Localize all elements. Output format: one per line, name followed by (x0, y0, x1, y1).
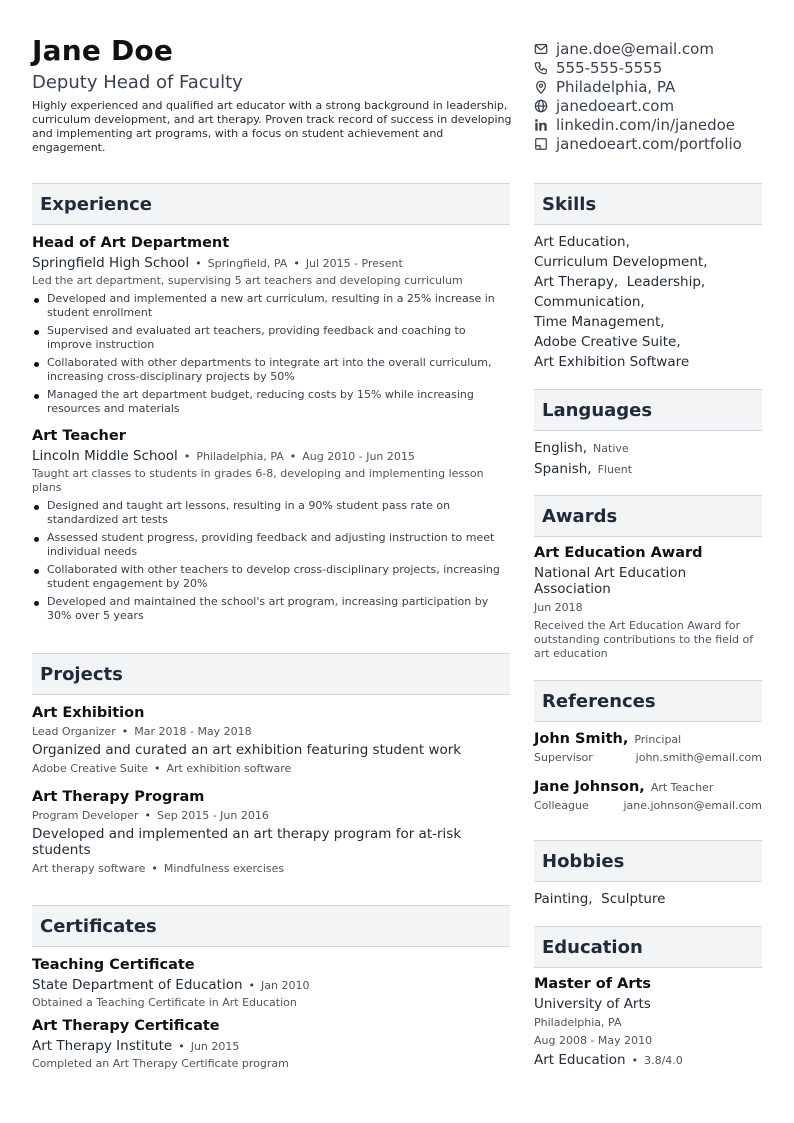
job-org: Springfield High School (32, 255, 190, 271)
certificate-description: Obtained a Teaching Certificate in Art Education (32, 996, 297, 1009)
skill-line: Art Exhibition Software (534, 354, 690, 370)
hobbies-list: Painting, Sculpture (534, 891, 666, 907)
project-description: Organized and curated an art exhibition featuring student work (32, 742, 462, 758)
award-date: Jun 2018 (534, 601, 583, 614)
skill-line: Art Therapy, Leadership, (534, 274, 706, 290)
reference-email[interactable]: jane.johnson@email.com (623, 799, 762, 812)
skills-list (534, 232, 762, 372)
portfolio-icon (534, 137, 548, 151)
project-role: Program Developer (32, 809, 139, 822)
job-entry: Art Teacher Lincoln Middle School • Philadelphia, PA • Aug 2010 - Jun 2015 Taught art classes to students in grades 6-8, developing and implementing lesson plans Designed and taught art lessons, resulting in a 90% student pass rate on standardized art tests Assessed student progress, providing feedback and adjusting instruction to meet individual needs Collaborated with other teachers to develop cross-disciplinary projects, increasing student engagement by 20% Developed and maintained the school's art program, increasing participation by 30% over 5 years (32, 428, 510, 623)
skills-section (534, 183, 762, 372)
candidate-name: Jane Doe (32, 34, 174, 67)
education-degree: Master of Arts (534, 976, 652, 992)
certificate-date: Jun 2015 (190, 1040, 240, 1053)
contact-linkedin[interactable] (534, 115, 742, 134)
language-item (534, 438, 762, 459)
language-name: Spanish, (534, 461, 592, 477)
summary: Highly experienced and qualified art educator with a strong background in leadership, curriculum development, and art therapy. Proven track record of success in developing and implementing art programs, with a focus on student achievement and engagement. (32, 99, 512, 154)
certificates-heading: Certificates (32, 905, 510, 947)
certificates-section (32, 905, 510, 1071)
reference-name: Jane Johnson, (534, 779, 645, 795)
job-location: Springfield, PA (207, 257, 288, 270)
references-section (534, 680, 762, 812)
projects-section (32, 653, 510, 875)
project-tool: Art therapy software (32, 862, 146, 875)
project-tool: Adobe Creative Suite (32, 762, 148, 775)
project-dates: Sep 2015 - Jun 2016 (156, 809, 269, 822)
bullet: Supervised and evaluated art teachers, providing feedback and coaching to improve instruction (32, 324, 510, 352)
project-dates: Mar 2018 - May 2018 (134, 725, 252, 738)
language-level: Native (593, 442, 629, 455)
project-role: Lead Organizer (32, 725, 116, 738)
bullet: Designed and taught art lessons, resulting in a 90% student pass rate on standardized art tests (32, 499, 510, 527)
job-title: Art Teacher (32, 428, 126, 444)
languages-heading: Languages (534, 389, 762, 431)
job-dates: Jul 2015 - Present (305, 257, 403, 270)
project-description: Developed and implemented an art therapy program for at-risk students (32, 826, 462, 858)
phone-icon (534, 61, 548, 75)
globe-icon (534, 99, 548, 113)
certificate-description: Completed an Art Therapy Certificate program (32, 1057, 289, 1070)
certificate-issuer: Art Therapy Institute (32, 1038, 173, 1054)
contact-location-text: Philadelphia, PA (556, 77, 676, 96)
project-title: Art Therapy Program (32, 789, 205, 805)
contact-website-text: janedoeart.com (556, 96, 675, 115)
contact-email[interactable] (534, 39, 742, 58)
job-title: Head of Art Department (32, 235, 230, 251)
job-description: Taught art classes to students in grades 6-8, developing and implementing lesson plans (32, 467, 484, 494)
bullet: Developed and implemented a new art curriculum, resulting in a 25% increase in student enrollment (32, 292, 510, 320)
contact-email-text: jane.doe@email.com (556, 39, 714, 58)
education-gpa: 3.8/4.0 (644, 1054, 683, 1067)
awards-section (534, 495, 762, 661)
reference-role: Art Teacher (650, 781, 714, 794)
contact-portfolio[interactable] (534, 134, 742, 153)
education-heading: Education (534, 926, 762, 968)
job-location: Philadelphia, PA (196, 450, 284, 463)
references-heading: References (534, 680, 762, 722)
education-school: University of Arts (534, 996, 651, 1012)
reference-email[interactable]: john.smith@email.com (635, 751, 762, 764)
contact-portfolio-text: janedoeart.com/portfolio (556, 134, 742, 153)
bullet: Collaborated with other departments to integrate art into the overall curriculum, increasing cross-disciplinary projects by 50% (32, 356, 510, 384)
certificate-entry: Art Therapy Certificate Art Therapy Institute • Jun 2015 Completed an Art Therapy Certificate program (32, 1018, 510, 1071)
contact-linkedin-text: linkedin.com/in/janedoe (556, 115, 736, 134)
skill-line: Art Education, (534, 234, 630, 250)
certificate-date: Jan 2010 (261, 979, 310, 992)
experience-heading: Experience (32, 183, 510, 225)
certificate-entry: Teaching Certificate State Department of Education • Jan 2010 Obtained a Teaching Certificate in Art Education (32, 957, 510, 1010)
reference-entry (534, 731, 762, 764)
language-level: Fluent (597, 463, 633, 476)
hobbies-heading: Hobbies (534, 840, 762, 882)
reference-relation: Supervisor (534, 751, 593, 764)
education-location: Philadelphia, PA (534, 1016, 622, 1029)
job-dates: Aug 2010 - Jun 2015 (302, 450, 415, 463)
education-dates: Aug 2008 - May 2010 (534, 1034, 653, 1047)
project-tool: Art exhibition software (166, 762, 292, 775)
skills-heading: Skills (534, 183, 762, 225)
certificate-issuer: State Department of Education (32, 977, 243, 993)
email-icon (534, 42, 548, 56)
awards-heading: Awards (534, 495, 762, 537)
languages-section (534, 389, 762, 480)
award-description: Received the Art Education Award for outstanding contributions to the field of art education (534, 619, 754, 660)
contact-phone[interactable] (534, 58, 742, 77)
projects-heading: Projects (32, 653, 510, 695)
contact-location (534, 77, 742, 96)
location-icon (534, 80, 548, 94)
job-org: Lincoln Middle School (32, 448, 178, 464)
contact-website[interactable] (534, 96, 742, 115)
job-bullets (32, 292, 510, 416)
project-entry: Art Exhibition Lead Organizer • Mar 2018 - May 2018 Organized and curated an art exhibition featuring student work Adobe Creative Suite • Art exhibition software (32, 705, 510, 775)
certificate-title: Teaching Certificate (32, 957, 195, 973)
award-org: National Art Education Association (534, 565, 687, 597)
bullet: Developed and maintained the school's art program, increasing participation by 30% over 5 years (32, 595, 510, 623)
bullet: Assessed student progress, providing feedback and adjusting instruction to meet individual needs (32, 531, 510, 559)
reference-entry (534, 779, 762, 812)
bullet: Managed the art department budget, reducing costs by 15% while increasing resources and materials (32, 388, 510, 416)
certificate-title: Art Therapy Certificate (32, 1018, 220, 1034)
job-entry: Head of Art Department Springfield High School • Springfield, PA • Jul 2015 - Present Led the art department, supervising 5 art teachers and developing curriculum Developed and implemented a new art curriculum, resulting in a 25% increase in student enrollment Supervised and evaluated art teachers, providing feedback and coaching to improve instruction Collaborated with other departments to integrate art into the overall curriculum, increasing cross-disciplinary projects by 50% Managed the art department budget, reducing costs by 15% while increasing resources and materials (32, 235, 510, 416)
reference-relation: Colleague (534, 799, 589, 812)
skill-line: Curriculum Development, (534, 254, 708, 270)
award-title: Art Education Award (534, 545, 703, 561)
reference-role: Principal (634, 733, 682, 746)
reference-name: John Smith, (534, 731, 629, 747)
language-item (534, 459, 762, 480)
job-bullets (32, 499, 510, 623)
job-description: Led the art department, supervising 5 art teachers and developing curriculum (32, 274, 463, 287)
skill-line: Communication, (534, 294, 645, 310)
project-title: Art Exhibition (32, 705, 145, 721)
project-tool: Mindfulness exercises (163, 862, 285, 875)
contact-phone-text: 555-555-5555 (556, 58, 663, 77)
experience-section (32, 183, 510, 627)
skill-line: Time Management, (534, 314, 665, 330)
contact-list (534, 39, 742, 153)
linkedin-icon (534, 118, 548, 132)
education-field: Art Education (534, 1052, 626, 1068)
job-title: Deputy Head of Faculty (32, 72, 243, 93)
language-name: English, (534, 440, 588, 456)
skill-line: Adobe Creative Suite, (534, 334, 681, 350)
education-section: Education Master of Arts University of Arts Philadelphia, PA Aug 2008 - May 2010 Art Education • 3.8/4.0 (534, 926, 762, 1068)
hobbies-section (534, 840, 762, 909)
project-entry: Art Therapy Program Program Developer • Sep 2015 - Jun 2016 Developed and implemented an art therapy program for at-risk students Art therapy software • Mindfulness exercises (32, 789, 510, 875)
bullet: Collaborated with other teachers to develop cross-disciplinary projects, increasing student engagement by 20% (32, 563, 510, 591)
